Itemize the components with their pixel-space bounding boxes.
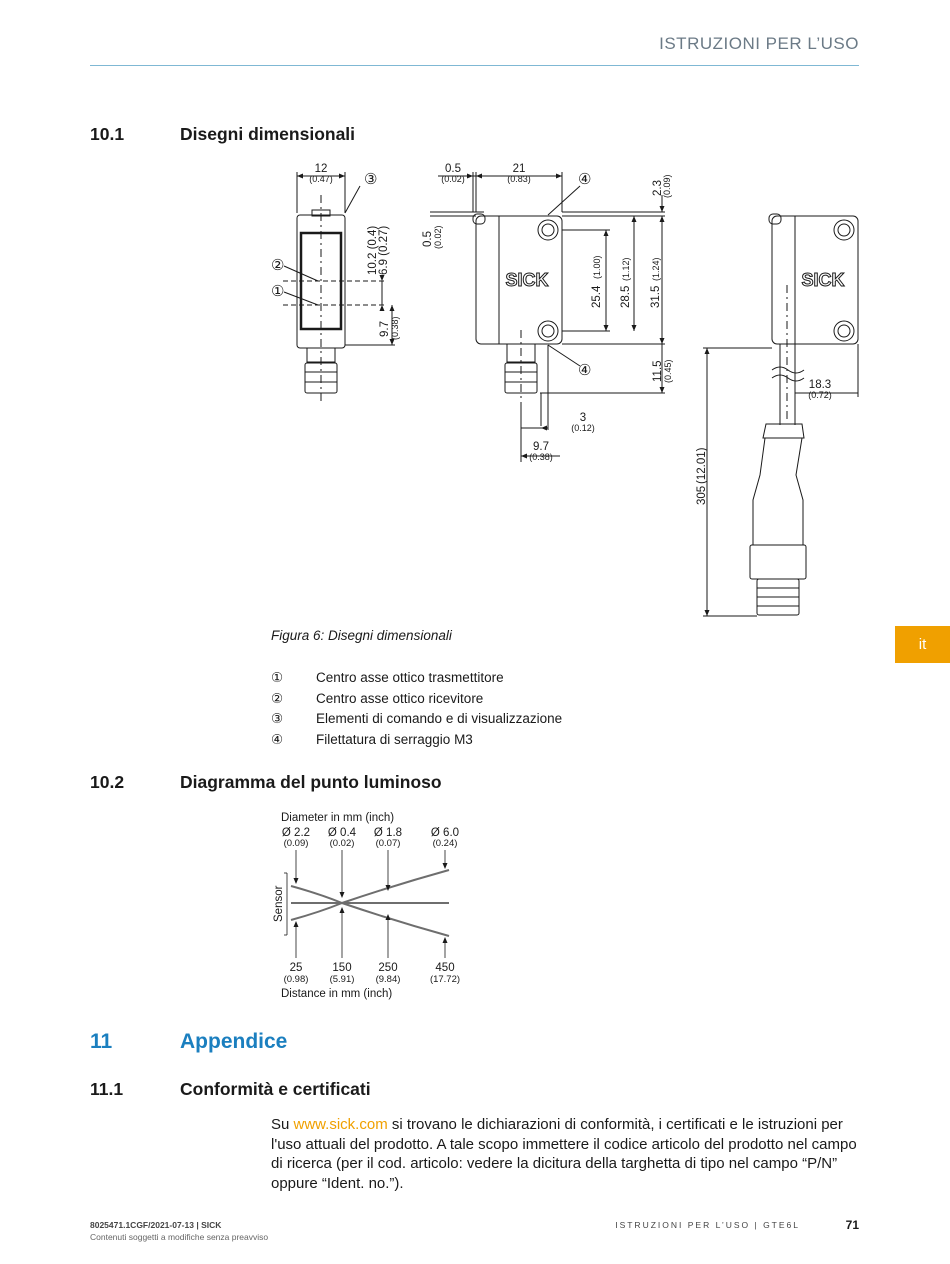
- distance-label-inch: (0.98): [283, 974, 309, 985]
- dim-label: (1.12): [621, 257, 631, 281]
- legend-text: Centro asse ottico trasmettitore: [316, 670, 504, 685]
- section-title: Conformità e certificati: [180, 1079, 371, 1099]
- legend-number: ④: [271, 731, 284, 747]
- section-title: Disegni dimensionali: [180, 124, 356, 144]
- dim-label: 3: [579, 412, 587, 424]
- dim-label: 12: [314, 163, 328, 175]
- dim-label: (12.01): [696, 447, 708, 484]
- legend-text: Filettatura di serraggio M3: [316, 731, 473, 747]
- dim-label: 28.5: [620, 285, 632, 308]
- figure-caption: Figura 6: Disegni dimensionali: [271, 628, 452, 643]
- diameter-label: Ø 0.4: [327, 827, 357, 839]
- dim-label: 25.4: [591, 285, 603, 308]
- section-title: Appendice: [180, 1030, 288, 1053]
- dim-label: (0.83): [507, 174, 531, 184]
- page-number: 71: [845, 1218, 859, 1232]
- section-number: 10.2: [90, 772, 125, 792]
- dim-label: (0.02): [433, 225, 443, 249]
- diameter-label-inch: (0.02): [329, 838, 355, 849]
- header-rule: [90, 65, 859, 66]
- distance-axis-title: Distance in mm (inch): [281, 988, 393, 1000]
- dim-label: 10.2 (0.4): [367, 225, 379, 275]
- callout-3: ③: [364, 171, 378, 188]
- dimensional-drawing: [0, 150, 950, 625]
- distance-label: 25: [289, 962, 303, 974]
- diameter-label: Ø 1.8: [373, 827, 403, 839]
- section-number: 10.1: [90, 124, 125, 144]
- legend-number: ③: [271, 711, 284, 726]
- website-link[interactable]: www.sick.com: [293, 1116, 388, 1133]
- light-spot-diagram: [260, 805, 480, 1005]
- distance-label-inch: (17.72): [429, 974, 461, 985]
- callout-4: ④: [578, 362, 592, 379]
- callout-4: ④: [578, 171, 592, 188]
- dim-label: 21: [512, 163, 526, 175]
- distance-label-inch: (5.91): [329, 974, 355, 985]
- diameter-label-inch: (0.07): [375, 838, 401, 849]
- conformity-paragraph: [271, 1115, 861, 1193]
- legend-number: ①: [271, 670, 284, 685]
- header-title: ISTRUZIONI PER L’USO: [659, 34, 859, 53]
- diameter-label: Ø 6.0: [430, 827, 460, 839]
- dim-label: 2.3: [652, 180, 664, 196]
- callout-2: ②: [271, 257, 285, 274]
- distance-label-inch: (9.84): [375, 974, 401, 985]
- dim-label: (0.38): [529, 452, 553, 462]
- dim-label: 9.7: [379, 321, 391, 337]
- section-number: 11: [90, 1030, 113, 1053]
- brand-logo: SICK: [801, 270, 845, 290]
- dim-label: 31.5: [650, 285, 662, 308]
- language-tab: it: [895, 626, 950, 663]
- legend-number: ②: [271, 690, 284, 706]
- section-title: Diagramma del punto luminoso: [180, 772, 442, 792]
- sensor-label: Sensor: [273, 885, 285, 922]
- distance-label: 250: [378, 962, 398, 974]
- footer-left: [90, 1219, 268, 1243]
- diameter-label-inch: (0.24): [432, 838, 458, 849]
- legend-text: Elementi di comando e di visualizzazione: [316, 711, 563, 726]
- dim-label: 9.7: [533, 441, 549, 453]
- section-number: 11.1: [90, 1079, 124, 1099]
- dim-label: (0.72): [808, 390, 832, 400]
- dim-label: (0.47): [309, 174, 333, 184]
- dim-label: (0.45): [663, 359, 673, 383]
- distance-label: 450: [435, 962, 455, 974]
- dim-label: (1.24): [651, 257, 661, 281]
- dim-label: 18.3: [808, 379, 832, 391]
- legend-text: Centro asse ottico ricevitore: [316, 690, 484, 706]
- front-view: [430, 172, 665, 462]
- diameter-label-inch: (0.09): [283, 838, 309, 849]
- dim-label: (0.38): [390, 316, 400, 340]
- brand-logo: SICK: [505, 270, 549, 290]
- paragraph-text: Su: [271, 1116, 294, 1133]
- callout-1: ①: [271, 283, 285, 300]
- side-view: [283, 172, 395, 405]
- dim-label: (0.12): [571, 423, 595, 433]
- dim-label: (0.02): [441, 174, 465, 184]
- distance-label: 150: [332, 962, 352, 974]
- dim-label: (1.00): [592, 255, 602, 279]
- dim-label: 11.5: [652, 360, 664, 382]
- footer-note: Contenuti soggetti a modifiche senza preavviso: [90, 1232, 269, 1242]
- footer-doc-id: 8025471.1CGF/2021-07-13 | SICK: [90, 1220, 222, 1230]
- diameter-label: Ø 2.2: [281, 827, 311, 839]
- footer-doc-title: ISTRUZIONI PER L’USO | GTE6L: [615, 1220, 800, 1230]
- dim-label: 0.5: [422, 231, 434, 247]
- dim-label: (0.09): [662, 174, 672, 198]
- paragraph-text: si trovano le dichiarazioni di conformità, i certificati e le istruzioni per l'uso attuali del prodotto. A tale scopo immettere il codice articolo del prodotto nel campo di ricerca (per il cod. articolo: vedere la dicitura della targhetta di tipo nel campo “P/N” oppure “Ident. no.”).: [271, 1116, 857, 1192]
- diameter-axis-title: Diameter in mm (inch): [281, 812, 395, 824]
- dim-label: 6.9 (0.27): [378, 225, 390, 275]
- dim-label: 0.5: [445, 163, 461, 175]
- dim-label: 305: [696, 485, 708, 505]
